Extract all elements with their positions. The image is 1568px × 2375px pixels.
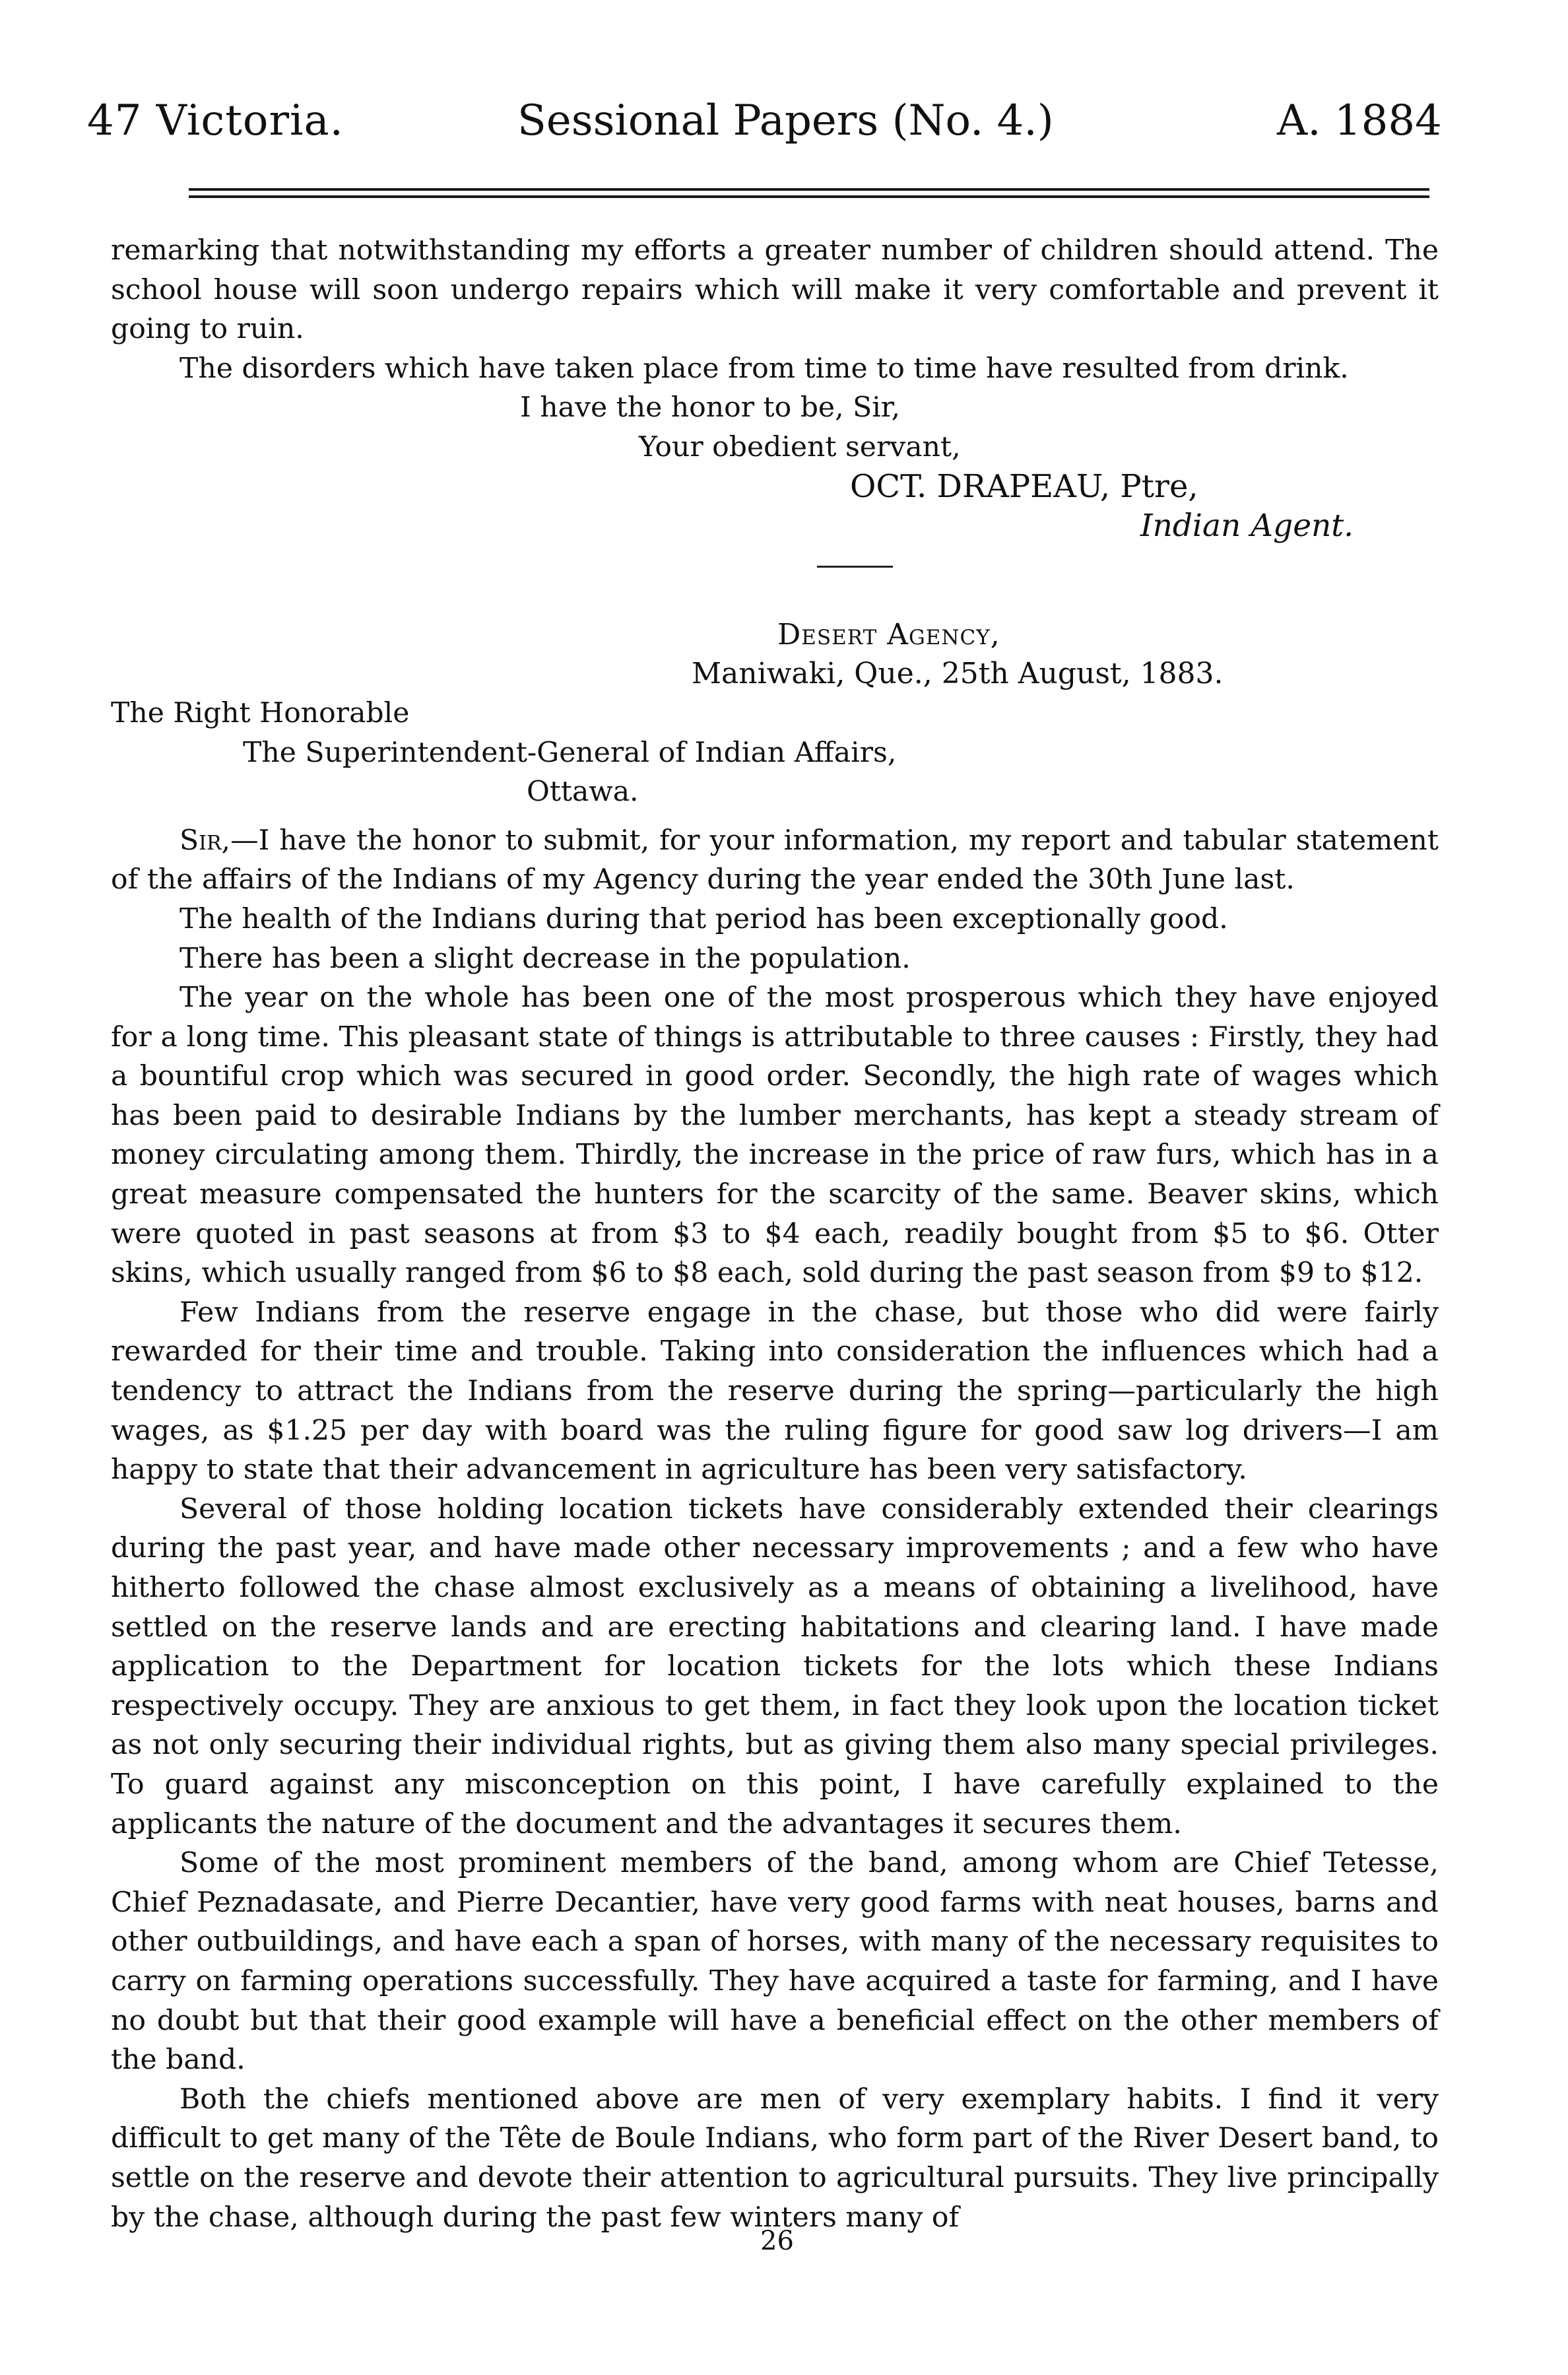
paragraph-disorders: The disorders which have taken place from time to time have resulted from drink. [180, 352, 1349, 385]
section-divider [817, 566, 893, 568]
header-volume: 47 Victoria. [87, 96, 344, 145]
signature-title: Indian Agent. [1140, 508, 1354, 545]
agency-heading: Desert Agency, [777, 617, 1000, 652]
page-body [111, 231, 1439, 2237]
addressee-line-3: Ottawa. [527, 776, 639, 809]
paragraph-salutation [111, 821, 1439, 900]
closing-line-2: Your obedient servant, [639, 430, 961, 463]
paragraph-prosperity: The year on the whole has been one of the most prosperous which they have enjoyed for a long time. This pleasant state of things is attributable to three causes : Firstly, they had a bountiful crop which was secured in good order. Secondly, the high rate of wages which has been paid to desirable Indians by the lumber merchants, has kept a steady stream of money circulating among them. Thirdly, the increase in the price of raw furs, which has in a great measure compensated the hunters for the scarcity of the same. Beaver skins, which were quoted in past seasons at from $3 to $4 each, readily bought from $5 to $6. Otter skins, which usually ranged from $6 to $8 each, sold during the past season from $9 to $12. [111, 982, 1439, 1290]
paragraph-location-tickets: Several of those holding location tickets have considerably extended their clearings during the past year, and have made other necessary improvements ; and a few who have hitherto followed the chase almost exclusively as a means of obtaining a livelihood, have settled on the reserve lands and are erecting habitations and clearing land. I have made application to the Department for location tickets for the lots which these Indians respectively occupy. They are anxious to get them, in fact they look upon the location ticket as not only securing their individual rights, but as giving them also many special privileges. To guard against any misconception on this point, I have carefully explained to the applicants the nature of the document and the advantages it secures them. [111, 1492, 1439, 1840]
salutation-text: —I have the honor to submit, for your information, my report and tabular statement of the affairs of the Indians of my Agency during the year ended the 30th June last. [111, 824, 1439, 896]
salutation: Sir, [180, 824, 231, 857]
running-header [0, 0, 1568, 198]
place-date: Maniwaki, Que., 25th August, 1883. [692, 657, 1224, 691]
signature: OCT. DRAPEAU, Ptre, [850, 467, 1198, 505]
paragraph-chiefs: Both the chiefs mentioned above are men of very exemplary habits. I find it very difficult to get many of the Tête de Boule Indians, who form part of the River Desert band, to settle on the reserve and devote their attention to agricultural pursuits. They live principally by the chase, although during the past few winters many of [111, 2083, 1439, 2234]
header-title: Sessional Papers (No. 4.) [517, 96, 1054, 145]
paragraph-continuation: remarking that notwithstanding my efforts a greater number of children should attend. The school house will soon undergo repairs which will make it very comfortable and prevent it going to ruin. [111, 234, 1439, 346]
paragraph-prominent-members: Some of the most prominent members of the band, among whom are Chief Tetesse, Chief Peznadasate, and Pierre Decantier, have very good farms with neat houses, barns and other outbuildings, and have each a span of horses, with many of the necessary requisites to carry on farming operations successfully. They have acquired a taste for farming, and I have no doubt but that their good example will have a beneficial effect on the other members of the band. [111, 1847, 1439, 2077]
paragraph-health: The health of the Indians during that period has been exceptionally good. [180, 902, 1228, 935]
paragraph-chase: Few Indians from the reserve engage in the chase, but those who did were fairly rewarded for their time and trouble. Taking into consideration the influences which had a tendency to attract the Indians from the reserve during the spring—particularly the high wages, as $1.25 per day with board was the ruling figure for good saw log drivers—I am happy to state that their advancement in agriculture has been very satisfactory. [111, 1296, 1439, 1487]
header-rule-top [189, 188, 1429, 191]
addressee-line-1: The Right Honorable [111, 696, 410, 729]
page-number: 26 [760, 2226, 794, 2256]
header-rule-bottom [189, 195, 1429, 198]
header-year: A. 1884 [1277, 96, 1442, 145]
closing-line-1: I have the honor to be, Sir, [520, 391, 900, 424]
addressee-line-2: The Superintendent-General of Indian Affairs, [243, 736, 897, 769]
paragraph-population: There has been a slight decrease in the population. [180, 942, 911, 975]
